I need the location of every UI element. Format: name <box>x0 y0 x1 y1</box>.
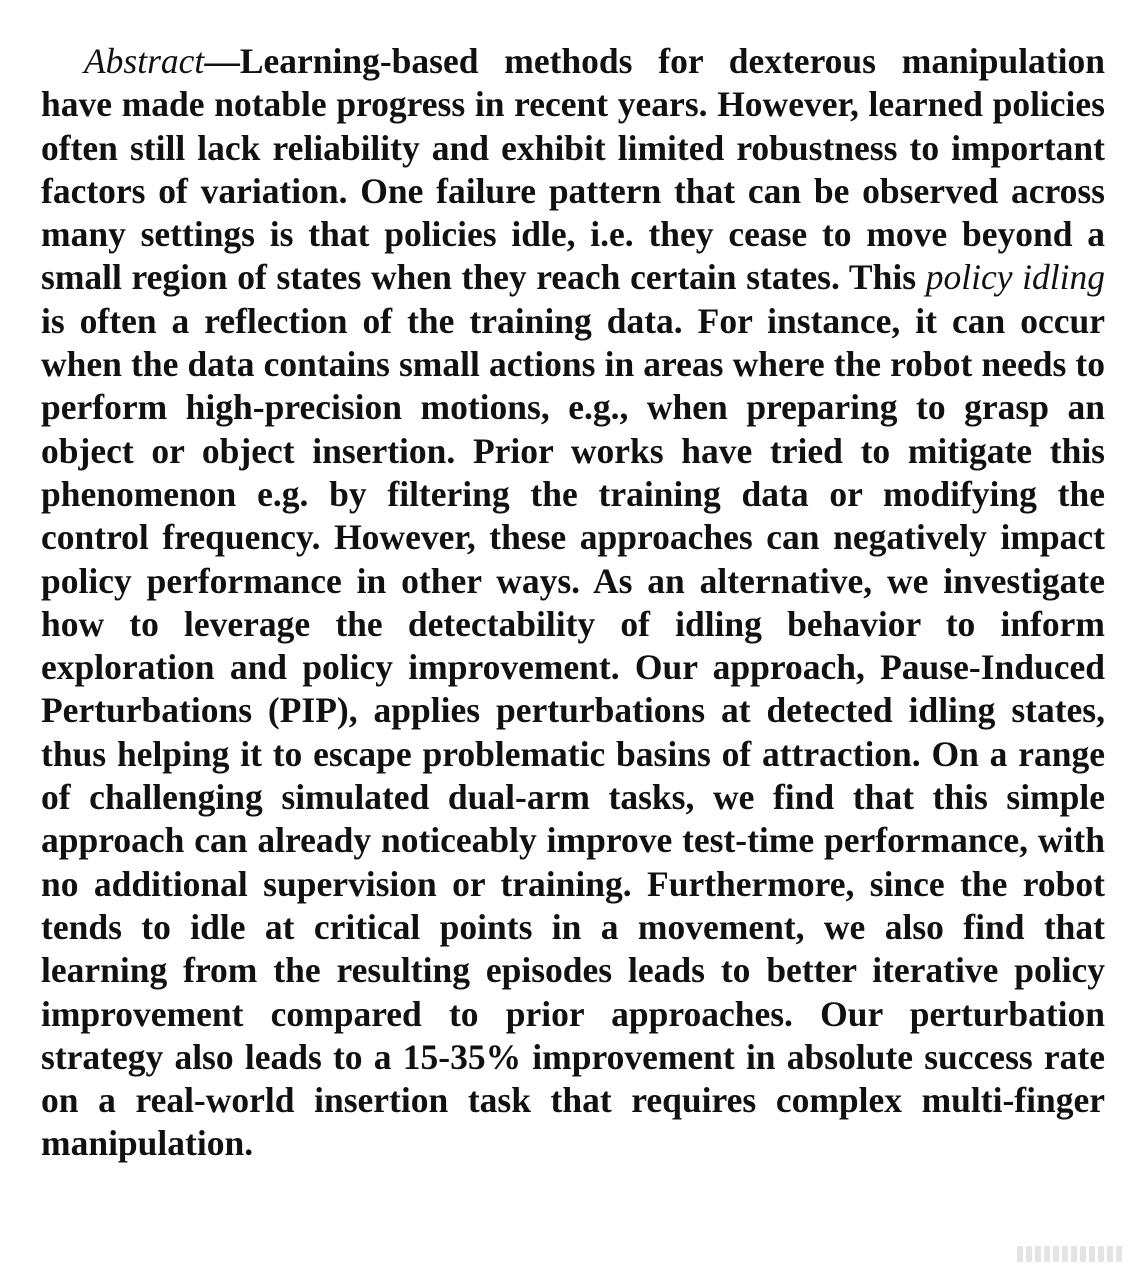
watermark-bar <box>1080 1246 1086 1262</box>
watermark-bar <box>1026 1246 1032 1262</box>
abstract-text-part2: is often a reflection of the training data. For instance, it can occur when the data contains small actions in areas where the robot needs to perform high-precision motions, e.g., when preparing to grasp an object or object insertion. Prior works have tried to mitigate this phenomenon e.g. by filtering the training data or modifying the control frequency. However, these approaches can negatively impact policy performance in other ways. As an alternative, we investigate how to leverage the detectability of idling behavior to inform exploration and policy improvement. Our approach, Pause-Induced Perturbations (PIP), applies perturbations at detected idling states, thus helping it to escape problematic basins of attraction. On a range of challenging simulated dual-arm tasks, we find that this simple approach can already noticeably improve test-time performance, with no additional supervision or training. Furthermore, since the robot tends to idle at critical points in a movement, we also find that learning from the resulting episodes leads to better iterative policy improvement compared to prior approaches. Our perturbation strategy also leads to a 15-35% improvement in absolute success rate on a real-world insertion task that requires complex multi-finger manipulation. <box>41 300 1105 1164</box>
abstract-dash: — <box>204 41 240 81</box>
abstract-paragraph <box>41 40 1105 1166</box>
watermark-bar <box>1089 1246 1095 1262</box>
watermark-bar <box>1017 1246 1023 1262</box>
watermark-bar <box>1053 1246 1059 1262</box>
watermark-bar <box>1062 1246 1068 1262</box>
watermark-bars <box>1017 1246 1122 1262</box>
watermark-bar <box>1071 1246 1077 1262</box>
watermark-bar <box>1044 1246 1050 1262</box>
watermark-bar <box>1098 1246 1104 1262</box>
watermark-bar <box>1107 1246 1113 1262</box>
watermark-bar <box>1116 1246 1122 1262</box>
policy-idling-term: policy idling <box>925 257 1105 298</box>
watermark-bar <box>1035 1246 1041 1262</box>
abstract-text-part1: Learning-based methods for dexterous manipulation have made notable progress in recent years. However, learned policies often still lack reliability and exhibit limited robustness to important factors of variation. One failure pattern that can be observed across many settings is that policies idle, i.e. they cease to move beyond a small region of states when they reach certain states. This <box>41 41 1105 298</box>
abstract-label: Abstract <box>84 41 205 81</box>
